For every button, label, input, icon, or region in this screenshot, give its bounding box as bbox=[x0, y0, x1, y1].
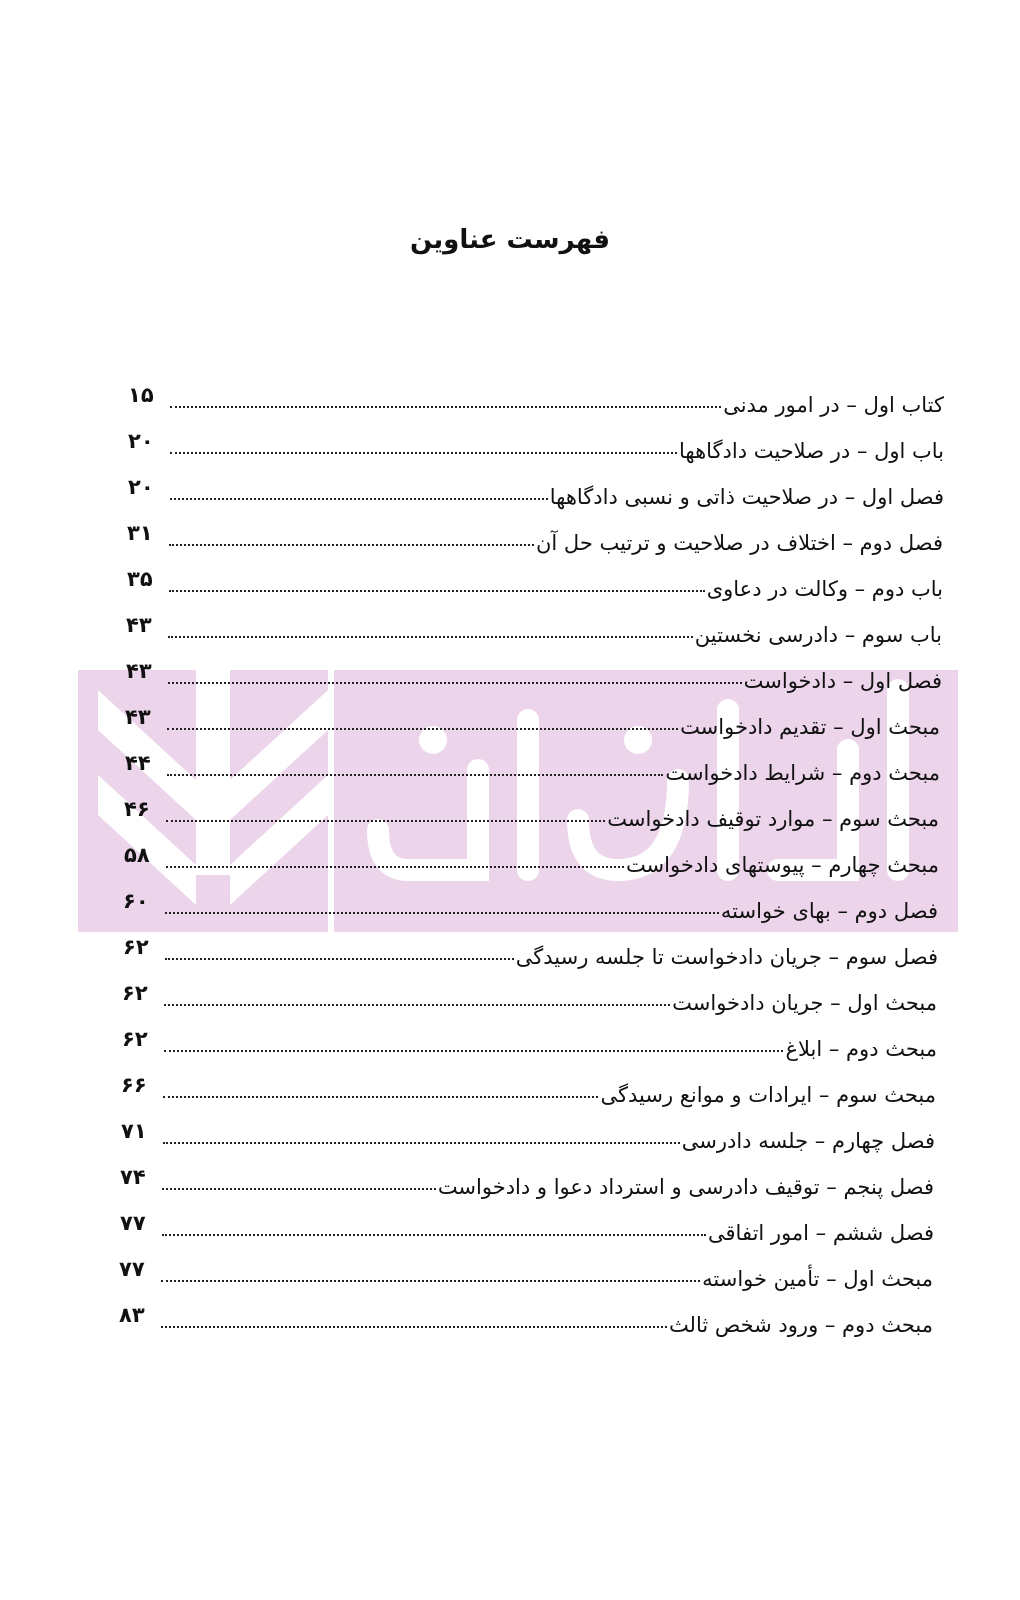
toc-entry-label: مبحث دوم – ورود شخص ثالث bbox=[668, 1313, 933, 1337]
toc-entry-label: فصل ششم – امور اتفاقی bbox=[708, 1221, 934, 1245]
page-title: فهرست عناوین bbox=[410, 225, 610, 255]
toc-row bbox=[128, 382, 944, 416]
leader-dots bbox=[164, 1049, 783, 1052]
toc-page-number: ۳۵ bbox=[127, 567, 153, 591]
toc-page-number: ۴۶ bbox=[124, 797, 150, 821]
toc-row bbox=[125, 704, 940, 738]
toc-page-number: ۸۳ bbox=[119, 1303, 145, 1327]
leader-dots bbox=[164, 1003, 670, 1006]
toc-page-number: ۷۱ bbox=[121, 1119, 147, 1143]
toc-row bbox=[119, 1256, 933, 1290]
toc-page-number: ۴۳ bbox=[126, 659, 152, 683]
leader-dots bbox=[166, 865, 624, 868]
toc-row bbox=[120, 1210, 934, 1244]
toc-entry-label: فصل اول – در صلاحیت ذاتی و نسبی دادگاهها bbox=[549, 485, 944, 509]
leader-dots bbox=[169, 543, 534, 546]
leader-dots bbox=[167, 727, 678, 730]
toc-row bbox=[125, 750, 940, 784]
toc-entry-label: مبحث اول – تأمین خواسته bbox=[702, 1267, 933, 1291]
toc-page-number: ۲۰ bbox=[128, 429, 154, 453]
toc-page-number: ۷۷ bbox=[119, 1257, 145, 1281]
toc-row bbox=[123, 934, 938, 968]
toc-row bbox=[120, 1164, 934, 1198]
leader-dots bbox=[161, 1325, 667, 1328]
toc-row bbox=[128, 474, 944, 508]
leader-dots bbox=[162, 1233, 706, 1236]
toc-page-number: ۴۴ bbox=[125, 751, 151, 775]
toc-entry-label: مبحث سوم – ایرادات و موانع رسیدگی bbox=[600, 1083, 936, 1107]
toc-row bbox=[119, 1302, 933, 1336]
toc-entry-label: باب اول – در صلاحیت دادگاهها bbox=[678, 439, 944, 463]
toc-entry-label: مبحث دوم – ابلاغ bbox=[785, 1037, 937, 1061]
leader-dots bbox=[166, 819, 605, 822]
toc-entry-label: مبحث اول – تقدیم دادخواست bbox=[680, 715, 940, 739]
toc-entry-label: فصل سوم – جریان دادخواست تا جلسه رسیدگی bbox=[515, 945, 938, 969]
toc-page-number: ۶۲ bbox=[122, 1027, 148, 1051]
leader-dots bbox=[162, 1187, 436, 1190]
toc-row bbox=[124, 842, 939, 876]
toc-entry-label: مبحث چهارم – پیوستهای دادخواست bbox=[625, 853, 939, 877]
toc-row bbox=[124, 796, 939, 830]
leader-dots bbox=[165, 911, 719, 914]
toc-entry-label: فصل دوم – اختلاف در صلاحیت و ترتیب حل آن bbox=[536, 531, 943, 555]
toc-entry-label: فصل پنجم – توقیف دادرسی و استرداد دعوا و دادخواست bbox=[437, 1175, 934, 1199]
leader-dots bbox=[165, 957, 514, 960]
toc-entry-label: مبحث سوم – موارد توقیف دادخواست bbox=[607, 807, 939, 831]
toc-page-number: ۶۶ bbox=[121, 1073, 147, 1097]
toc-page-number: ۷۷ bbox=[120, 1211, 146, 1235]
toc-row bbox=[122, 980, 937, 1014]
toc-page-number: ۱۵ bbox=[128, 383, 154, 407]
toc-entry-label: باب سوم – دادرسی نخستین bbox=[694, 623, 942, 647]
toc-page-number: ۶۲ bbox=[122, 981, 148, 1005]
leader-dots bbox=[168, 635, 693, 638]
toc-row bbox=[123, 888, 938, 922]
toc-entry-label: فصل اول – دادخواست bbox=[743, 669, 942, 693]
toc-page-number: ۲۰ bbox=[128, 475, 154, 499]
leader-dots bbox=[170, 497, 548, 500]
toc-row bbox=[127, 566, 943, 600]
toc-entry-label: مبحث اول – جریان دادخواست bbox=[672, 991, 937, 1015]
toc-page-number: ۷۴ bbox=[120, 1165, 146, 1189]
toc-page-number: ۳۱ bbox=[127, 521, 153, 545]
toc-page-number: ۴۳ bbox=[125, 705, 151, 729]
toc-page-number: ۶۲ bbox=[123, 935, 149, 959]
toc-entry-label: کتاب اول – در امور مدنی bbox=[723, 393, 944, 417]
toc-entry-label: فصل چهارم – جلسه دادرسی bbox=[681, 1129, 935, 1153]
toc-row bbox=[127, 520, 943, 554]
leader-dots bbox=[163, 1141, 680, 1144]
toc-entry-label: باب دوم – وکالت در دعاوی bbox=[706, 577, 943, 601]
leader-dots bbox=[170, 451, 677, 454]
toc-page-number: ۵۸ bbox=[124, 843, 150, 867]
toc-row bbox=[121, 1072, 936, 1106]
toc-page-number: ۶۰ bbox=[123, 889, 149, 913]
toc-row bbox=[122, 1026, 937, 1060]
toc-row bbox=[126, 612, 942, 646]
leader-dots bbox=[167, 773, 663, 776]
toc-entry-label: فصل دوم – بهای خواسته bbox=[720, 899, 938, 923]
leader-dots bbox=[169, 589, 705, 592]
toc-row bbox=[121, 1118, 935, 1152]
toc-entry-label: مبحث دوم – شرایط دادخواست bbox=[665, 761, 940, 785]
leader-dots bbox=[168, 681, 742, 684]
toc-page-number: ۴۳ bbox=[126, 613, 152, 637]
leader-dots bbox=[163, 1095, 598, 1098]
toc-row bbox=[128, 428, 944, 462]
toc-row bbox=[126, 658, 942, 692]
leader-dots bbox=[161, 1279, 700, 1282]
leader-dots bbox=[170, 405, 721, 408]
